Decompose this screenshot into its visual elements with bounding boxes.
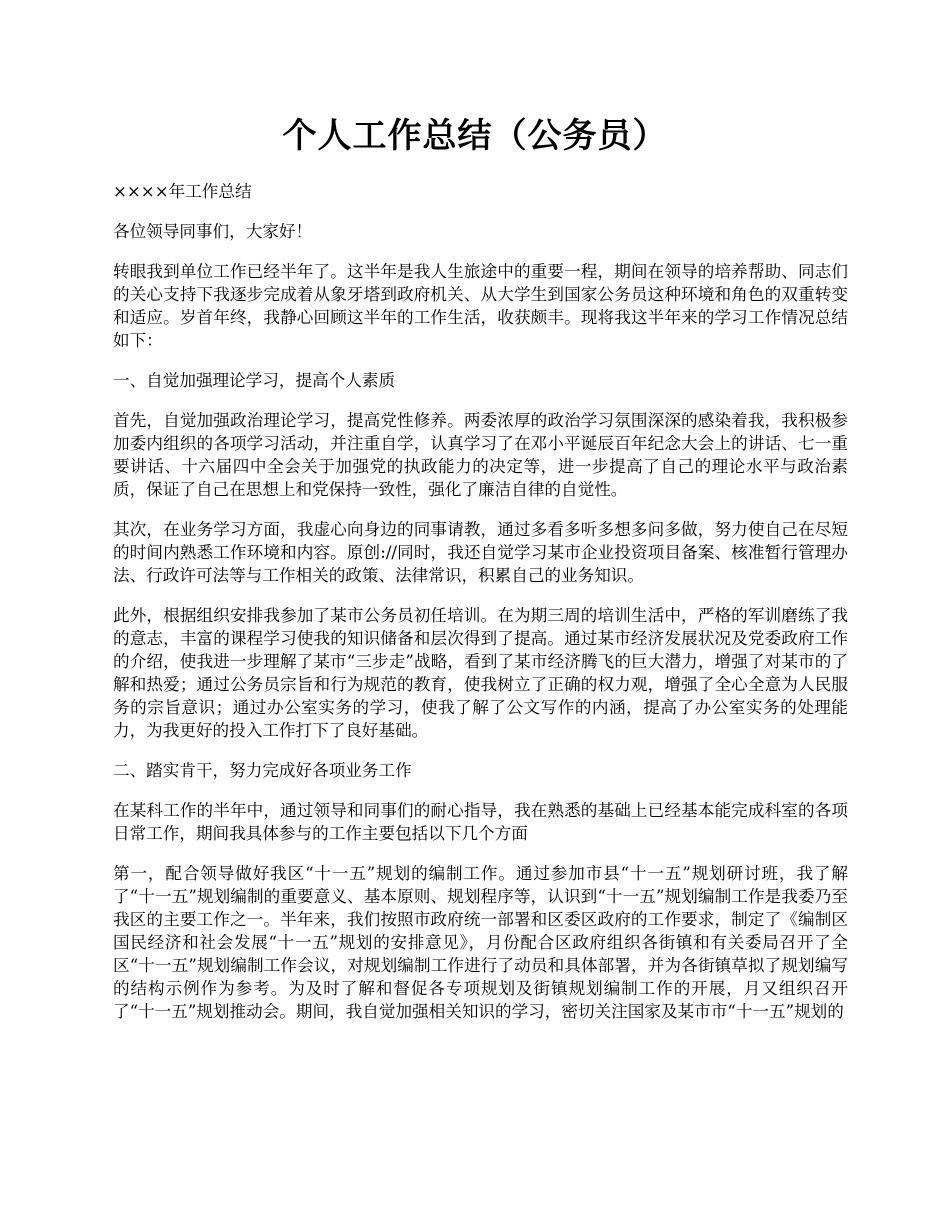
- document-title: 个人工作总结（公务员）: [282, 116, 668, 156]
- intro-paragraph: 转眼我到单位工作已经半年了。这半年是我人生旅途中的重要一程，期间在领导的培养帮助、同志们的关心支持下我逐步完成着从象牙塔到政府机关、从大学生到国家公务员这种环境和角色的双重转变和适应。岁首年终，我静心回顾这半年的工作生活，收获颇丰。现将我这半年来的学习工作情况总结如下：: [113, 262, 848, 350]
- greeting: 各位领导同事们，大家好！: [113, 222, 313, 241]
- paragraph-work-overview: 在某科工作的半年中，通过领导和同事们的耐心指导，我在熟悉的基础上已经基本能完成科室的各项日常工作，期间我具体参与的工作主要包括以下几个方面: [113, 801, 848, 843]
- paragraph-business-study: 其次，在业务学习方面，我虚心向身边的同事请教，通过多看多听多想多问多做，努力使自己在尽短的时间内熟悉工作环境和内容。原创://同时，我还自觉学习某市企业投资项目备案、核准暂行管理办法、行政许可法等与工作相关的政策、法律常识，积累自己的业务知识。: [113, 520, 848, 585]
- paragraph-political-study: 首先，自觉加强政治理论学习，提高党性修养。两委浓厚的政治学习氛围深深的感染着我，我积极参加委内组织的各项学习活动，并注重自学，认真学习了在邓小平诞辰百年纪念大会上的讲话、七一重要讲话、十六届四中全会关于加强党的执政能力的决定等，进一步提高了自己的理论水平与政治素质，保证了自己在思想上和党保持一致性，强化了廉洁自律的自觉性。: [113, 411, 848, 499]
- paragraph-training: 此外，根据组织安排我参加了某市公务员初任培训。在为期三周的培训生活中，严格的军训磨练了我的意志，丰富的课程学习使我的知识储备和层次得到了提高。通过某市经济发展状况及党委政府工作的介绍，使我进一步理解了某市“三步走”战略，看到了某市经济腾飞的巨大潜力，增强了对某市的了解和热爱；通过公务员宗旨和行为规范的教育，使我树立了正确的权力观，增强了全心全意为人民服务的宗旨意识；通过办公室实务的学习，使我了解了公文写作的内涵，提高了办公室实务的处理能力，为我更好的投入工作打下了良好基础。: [113, 606, 848, 740]
- paragraph-planning-work: 第一，配合领导做好我区“十一五”规划的编制工作。通过参加市县“十一五”规划研讨班，我了解了“十一五”规划编制的重要意义、基本原则、规划程序等，认识到“十一五”规划编制工作是我委乃至我区的主要工作之一。半年来，我们按照市政府统一部署和区委区政府的工作要求，制定了《编制区国民经济和社会发展“十一五”规划的安排意见》，月份配合区政府组织各街镇和有关委局召开了全区“十一五”规划编制工作会议，对规划编制工作进行了动员和具体部署，并为各街镇草拟了规划编写的结构示例作为参考。为及时了解和督促各专项规划及街镇规划编制工作的开展，月又组织召开了“十一五”规划推动会。期间，我自觉加强相关知识的学习，密切关注国家及某市市“十一五”规划的: [113, 864, 848, 1021]
- section-heading-1: 一、自觉加强理论学习，提高个人素质: [113, 371, 396, 390]
- document-body: [113, 180, 848, 1040]
- section-heading-2: 二、踏实肯干，努力完成好各项业务工作: [113, 761, 412, 780]
- year-heading: ××××年工作总结: [113, 182, 252, 201]
